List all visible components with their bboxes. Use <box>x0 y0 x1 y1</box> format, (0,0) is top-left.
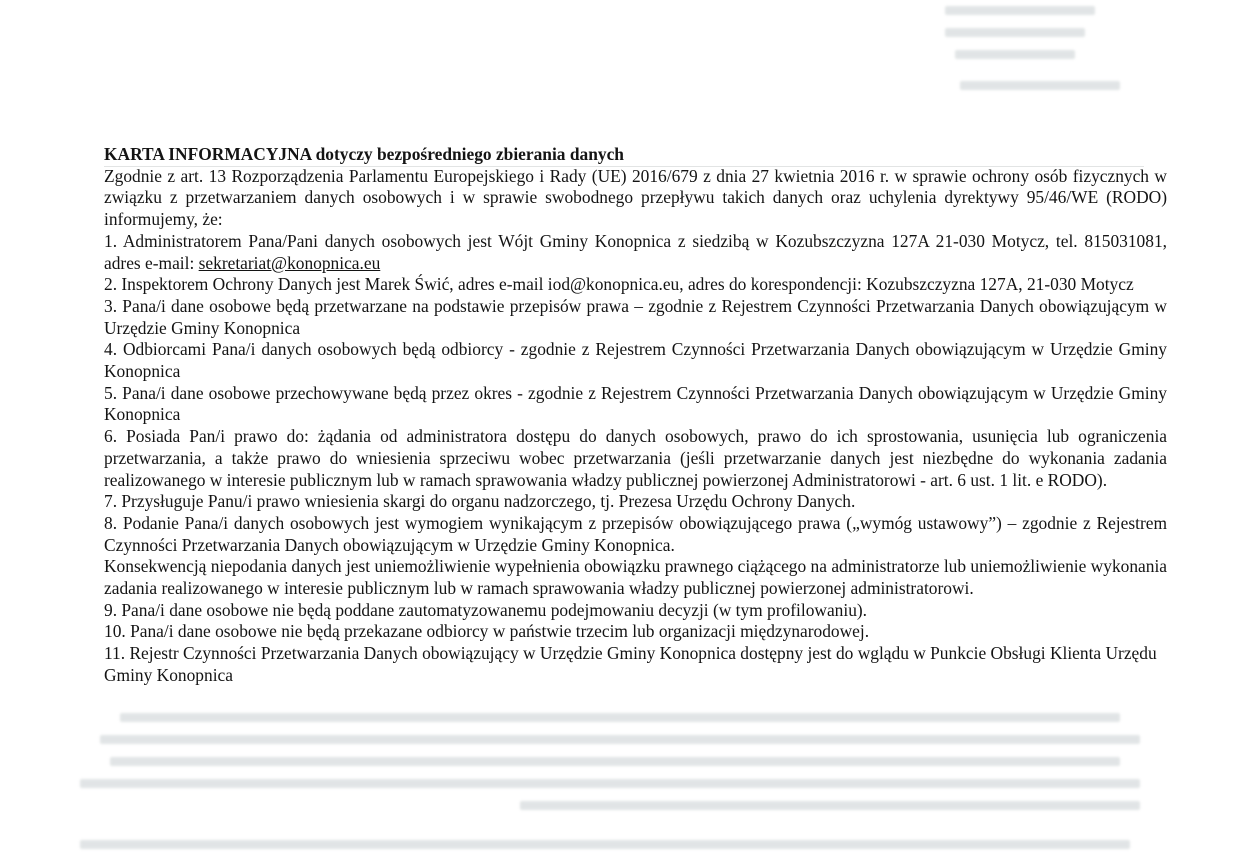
list-item-1 <box>104 231 1167 274</box>
list-item-5: 5. Pana/i dane osobowe przechowywane będą przez okres - zgodnie z Rejestrem Czynności Przetwarzania Danych obowiązującym w Urzędzie Gminy Konopnica <box>104 382 1167 425</box>
bleed-through-text <box>80 713 1160 862</box>
list-item-7: 7. Przysługuje Panu/i prawo wniesienia skargi do organu nadzorczego, tj. Prezesa Urzędu Ochrony Danych. <box>104 491 856 512</box>
list-item-2: 2. Inspektorem Ochrony Danych jest Marek Świć, adres e-mail iod@konopnica.eu, adres do korespondencji: Kozubszczyzna 127A, 21-030 Motycz <box>104 274 1134 295</box>
document-title: KARTA INFORMACYJNA dotyczy bezpośredniego zbierania danych <box>104 144 624 164</box>
list-item-8: 8. Podanie Pana/i danych osobowych jest wymogiem wynikającym z przepisów obowiązującego prawa („wymóg ustawowy”) – zgodnie z Rejestrem Czynności Przetwarzania Danych obowiązującym w Urzędzie Gminy Konopnica. <box>104 512 1167 555</box>
intro-paragraph: Zgodnie z art. 13 Rozporządzenia Parlamentu Europejskiego i Rady (UE) 2016/679 z dnia 27 kwietnia 2016 r. w sprawie ochrony osób fizycznych w związku z przetwarzaniem danych osobowych i w sprawie swobodnego przepływu takich danych oraz uchylenia dyrektywy 95/46/WE (RODO) informujemy, że: <box>104 165 1167 230</box>
list-item-4: 4. Odbiorcami Pana/i danych osobowych będą odbiorcy - zgodnie z Rejestrem Czynności Przetwarzania Danych obowiązującym w Urzędzie Gminy Konopnica <box>104 339 1167 382</box>
list-item-9: 9. Pana/i dane osobowe nie będą poddane zautomatyzowanemu podejmowaniu decyzji (w tym profilowaniu). <box>104 599 868 620</box>
list-item-3: 3. Pana/i dane osobowe będą przetwarzane na podstawie przepisów prawa – zgodnie z Rejestrem Czynności Przetwarzania Danych obowiązującym w Urzędzie Gminy Konopnica <box>104 295 1167 338</box>
list-item-11: 11. Rejestr Czynności Przetwarzania Danych obowiązujący w Urzędzie Gminy Konopnica dostępny jest do wglądu w Punkcie Obsługi Klienta Urzędu Gminy Konopnica <box>104 643 1157 685</box>
information-card <box>104 144 1167 687</box>
list-item-6: 6. Posiada Pan/i prawo do: żądania od administratora dostępu do danych osobowych, prawo do ich sprostowania, usunięcia lub ograniczenia przetwarzania, a także prawo do wniesienia sprzeciwu wobec przetwarzania (jeśli przetwarzanie danych jest niezbędne do wykonania zadania realizowanego w interesie publicznym lub w ramach sprawowania władzy publicznej powierzonej Administratorowi - art. 6 ust. 1 lit. e RODO). <box>104 426 1167 490</box>
item-text: 1. Administratorem Pana/Pani danych osobowych jest Wójt Gminy Konopnica z siedzibą w Kozubszczyzna 127A 21-030 Motycz, tel. 815031081, adres e-mail: <box>104 230 1167 273</box>
consequence-paragraph: Konsekwencją niepodania danych jest uniemożliwienie wypełnienia obowiązku prawnego ciążącego na administratorze lub uniemożliwienie wykonania zadania realizowanego w interesie publicznym lub w ramach sprawowania władzy publicznej powierzonej administratorowi. <box>104 556 1167 599</box>
bleed-through-stamp <box>945 6 1105 103</box>
email-link[interactable]: sekretariat@konopnica.eu <box>198 252 381 273</box>
list-item-10: 10. Pana/i dane osobowe nie będą przekazane odbiorcy w państwie trzecim lub organizacji międzynarodowej. <box>104 621 870 642</box>
